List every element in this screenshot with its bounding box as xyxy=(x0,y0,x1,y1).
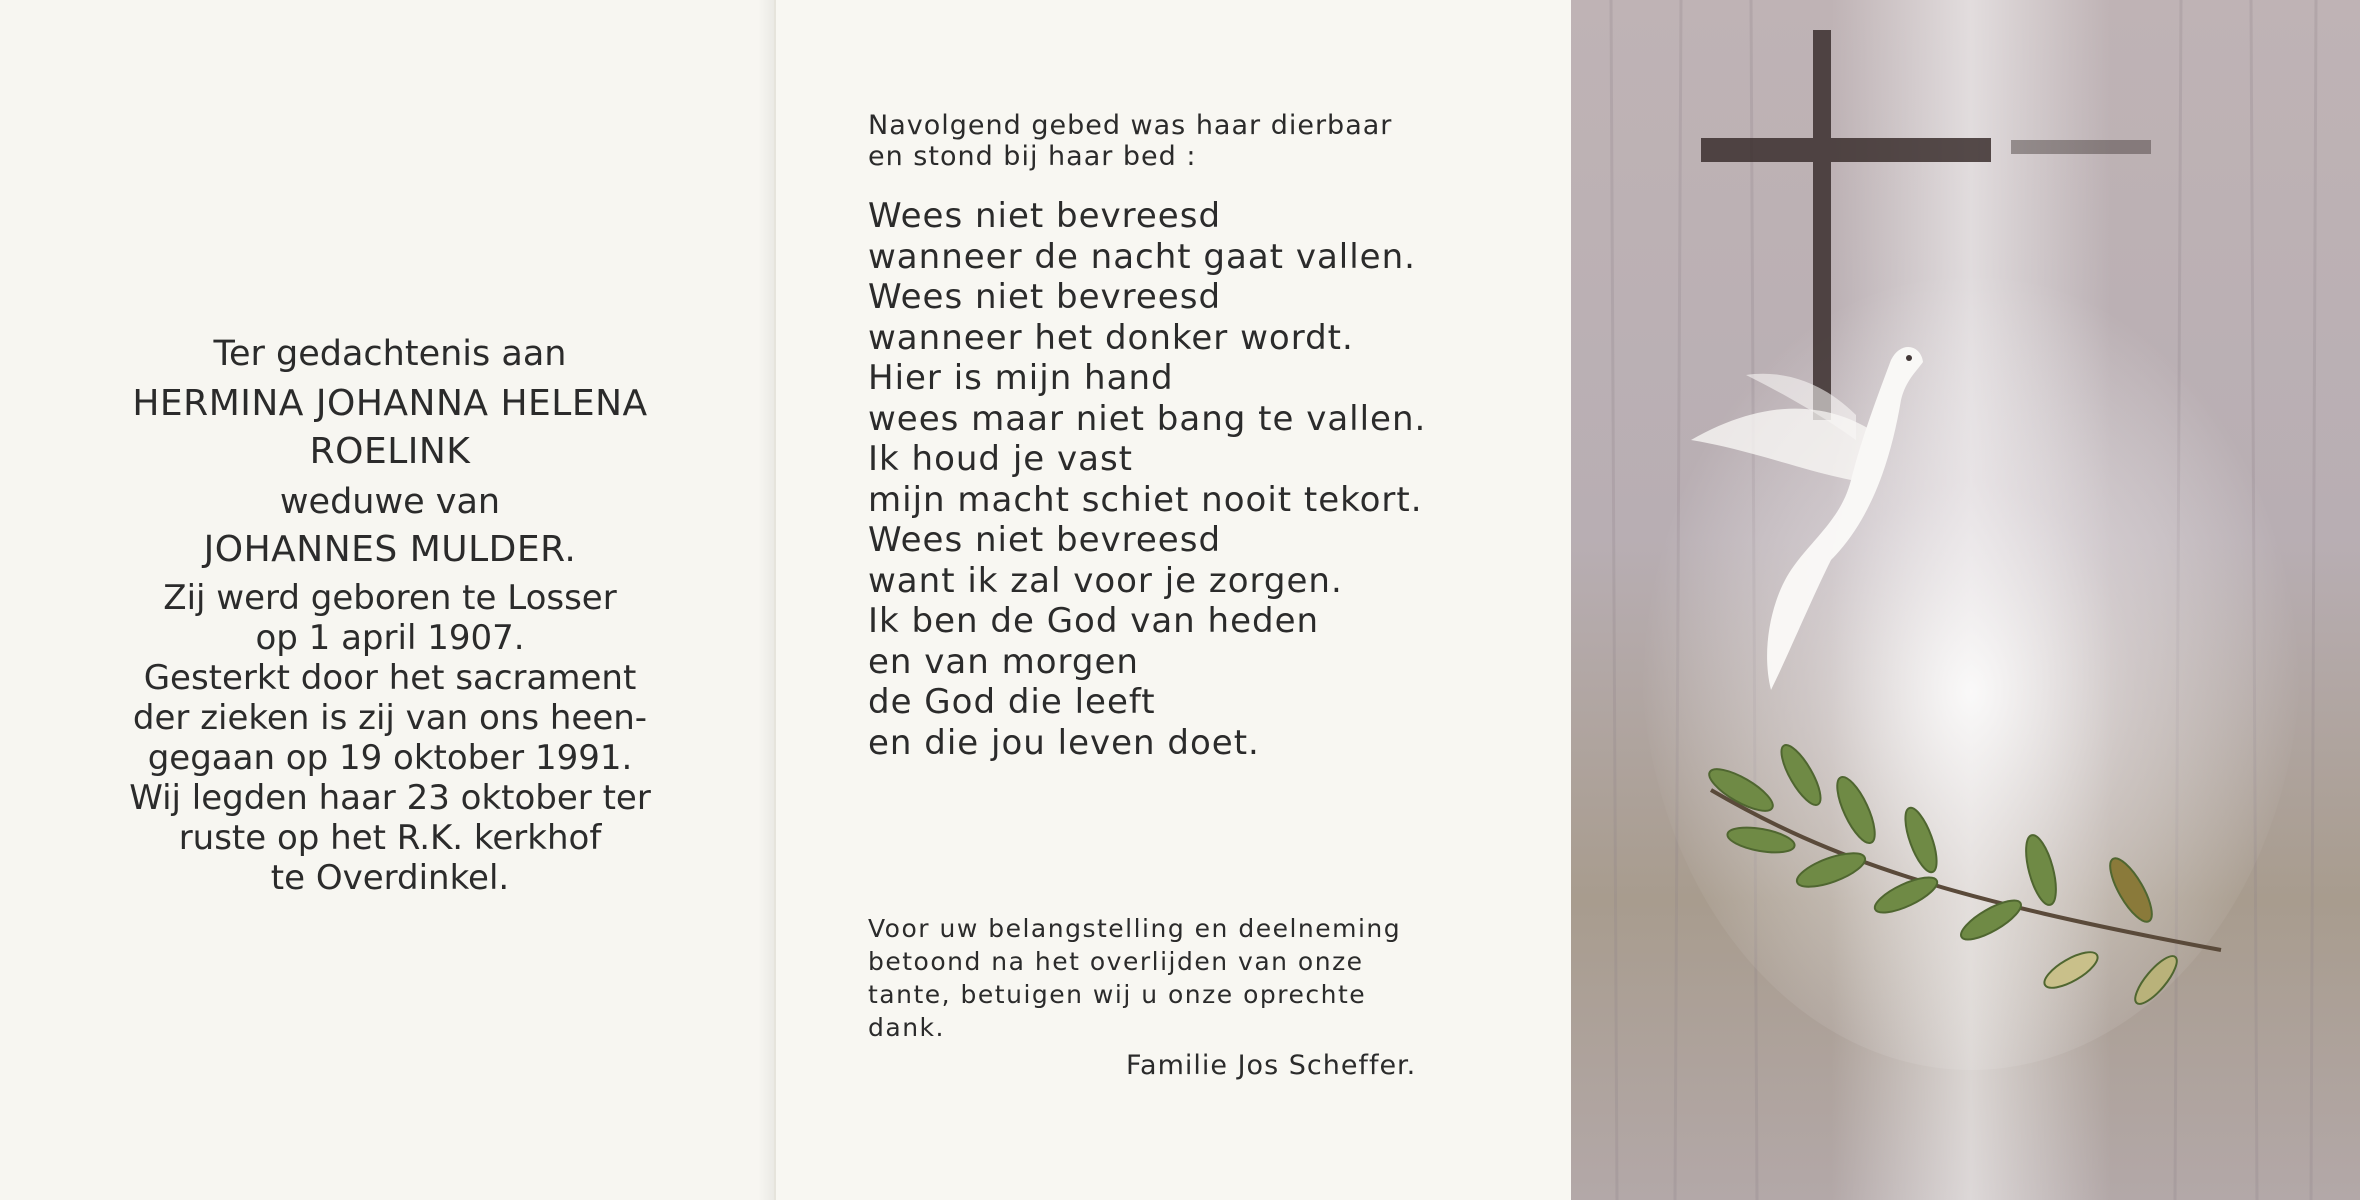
relation-line: weduwe van xyxy=(279,482,501,522)
poem-line: want ik zal voor je zorgen. xyxy=(868,560,1343,601)
bio-line: op 1 april 1907. xyxy=(255,618,525,658)
memorial-text xyxy=(60,330,720,898)
thanks-line: tante, betuigen wij u onze oprechte xyxy=(868,980,1367,1009)
prayer-intro-line: en stond bij haar bed : xyxy=(868,141,1197,172)
name-line-1: HERMINA JOHANNA HELENA xyxy=(132,383,648,424)
poem xyxy=(868,196,1426,763)
right-panel xyxy=(1571,0,2360,1200)
name-line-2: ROELINK xyxy=(309,431,471,472)
poem-line: mijn macht schiet nooit tekort. xyxy=(868,479,1423,520)
poem-line: Wees niet bevreesd xyxy=(868,520,1222,560)
signature: Familie Jos Scheffer. xyxy=(1126,1050,1417,1081)
bio-line: Gesterkt door het sacrament xyxy=(143,658,637,698)
spouse-line: JOHANNES MULDER. xyxy=(203,529,577,570)
bio-block xyxy=(60,578,720,898)
poem-line: Wees niet bevreesd xyxy=(868,196,1222,236)
bio-line: ruste op het R.K. kerkhof xyxy=(178,818,602,858)
bio-line: te Overdinkel. xyxy=(270,858,510,898)
thanks-line: betoond na het overlijden van onze xyxy=(868,947,1364,976)
poem-line: en die jou leven doet. xyxy=(868,722,1260,763)
bio-line: der zieken is zij van ons heen- xyxy=(132,698,648,738)
poem-line: wees maar niet bang te vallen. xyxy=(868,398,1427,439)
poem-line: Ik ben de God van heden xyxy=(868,601,1320,641)
poem-line: en van morgen xyxy=(868,641,1139,682)
thanks-line: Voor uw belangstelling en deelneming xyxy=(868,914,1402,943)
poem-line: Wees niet bevreesd xyxy=(868,277,1222,317)
glow xyxy=(1641,230,2301,1070)
poem-line: de God die leeft xyxy=(868,682,1156,722)
fold-shadow xyxy=(758,0,774,1200)
bio-line: Zij werd geboren te Losser xyxy=(163,578,617,618)
thanks-block xyxy=(868,912,1401,1044)
bio-line: gegaan op 19 oktober 1991. xyxy=(147,738,633,778)
poem-line: Ik houd je vast xyxy=(868,439,1133,479)
cross-dove-illustration xyxy=(1571,0,2360,1200)
bio-line: Wij legden haar 23 oktober ter xyxy=(129,778,651,818)
prayer-intro xyxy=(868,110,1392,172)
intro-line: Ter gedachtenis aan xyxy=(213,334,567,374)
prayer-intro-line: Navolgend gebed was haar dierbaar xyxy=(868,110,1393,141)
thanks-line: dank. xyxy=(868,1013,945,1042)
poem-line: wanneer de nacht gaat vallen. xyxy=(868,236,1416,277)
poem-line: wanneer het donker wordt. xyxy=(868,317,1354,358)
poem-line: Hier is mijn hand xyxy=(868,358,1174,398)
